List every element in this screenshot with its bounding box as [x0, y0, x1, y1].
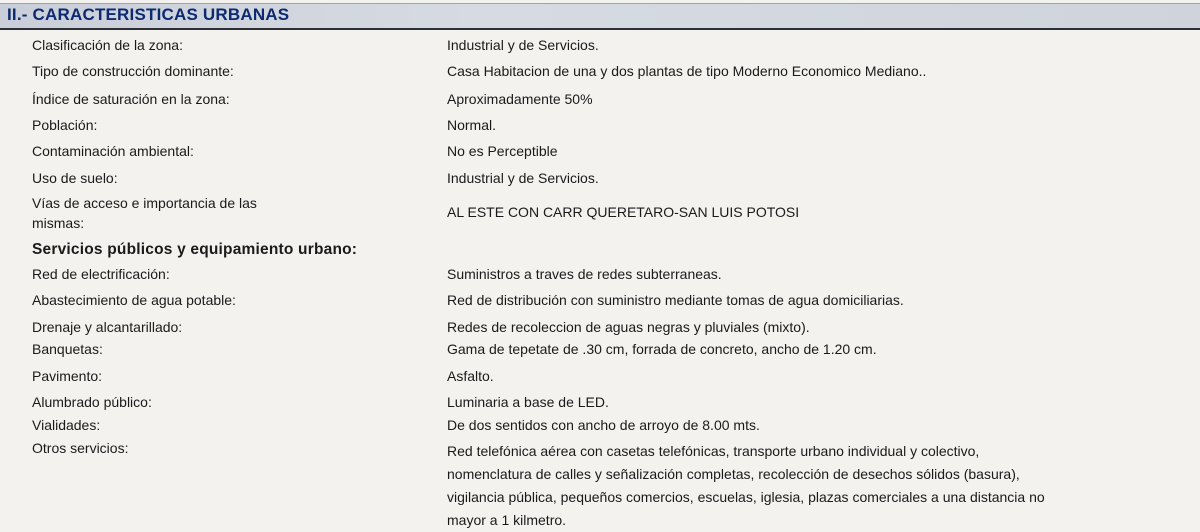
service-value-line: mayor a 1 kilmetro. [447, 512, 567, 528]
field-label: Clasificación de la zona: [32, 37, 183, 53]
section-header [0, 3, 1200, 30]
service-value: Redes de recoleccion de aguas negras y pluviales (mixto). [447, 319, 810, 335]
field-value: Aproximadamente 50% [447, 91, 593, 107]
section-title: II.- CARACTERISTICAS URBANAS [7, 5, 290, 24]
service-value-line: Red telefónica aérea con casetas telefónicas, transporte urbano individual y colectivo, [447, 443, 980, 459]
service-value: Gama de tepetate de .30 cm, forrada de concreto, ancho de 1.20 cm. [447, 341, 877, 357]
service-label: Abastecimiento de agua potable: [32, 292, 236, 308]
field-value: Industrial y de Servicios. [447, 170, 599, 186]
field-label: Tipo de construcción dominante: [32, 63, 234, 79]
field-label [32, 193, 432, 233]
service-value-multiline [447, 440, 1187, 532]
service-value-line: vigilancia pública, pequeños comercios, escuelas, iglesia, plazas comerciales a una distancia no [447, 489, 1045, 505]
service-label: Drenaje y alcantarillado: [32, 319, 183, 335]
field-label: Índice de saturación en la zona: [32, 91, 230, 107]
services-heading: Servicios públicos y equipamiento urbano: [32, 241, 358, 258]
service-label: Alumbrado público: [32, 394, 152, 410]
field-value: AL ESTE CON CARR QUERETARO-SAN LUIS POTOSI [447, 204, 800, 220]
service-value: De dos sentidos con ancho de arroyo de 8.00 mts. [447, 417, 760, 433]
field-value: Normal. [447, 117, 497, 133]
service-label: Vialidades: [32, 417, 101, 433]
field-value: Industrial y de Servicios. [447, 37, 599, 53]
field-value: Casa Habitacion de una y dos plantas de tipo Moderno Economico Mediano.. [447, 63, 927, 79]
field-label: Uso de suelo: [32, 170, 118, 186]
field-label-line: Vías de acceso e importancia de las [32, 195, 257, 211]
service-label: Banquetas: [32, 341, 103, 357]
field-label: Contaminación ambiental: [32, 143, 194, 159]
field-label: Población: [32, 117, 98, 133]
service-value: Luminaria a base de LED. [447, 394, 609, 410]
service-value: Asfalto. [447, 368, 494, 384]
field-label-line: mismas: [32, 215, 85, 231]
service-value: Red de distribución con suministro mediante tomas de agua domiciliarias. [447, 292, 904, 308]
service-label: Otros servicios: [32, 440, 129, 456]
service-label: Red de electrificación: [32, 266, 170, 282]
service-value: Suministros a traves de redes subterraneas. [447, 266, 722, 282]
service-value-line: nomenclatura de calles y señalización completas, recolección de desechos sólidos (basura), [447, 466, 1020, 482]
field-value: No es Perceptible [447, 143, 558, 159]
service-label: Pavimento: [32, 368, 103, 384]
